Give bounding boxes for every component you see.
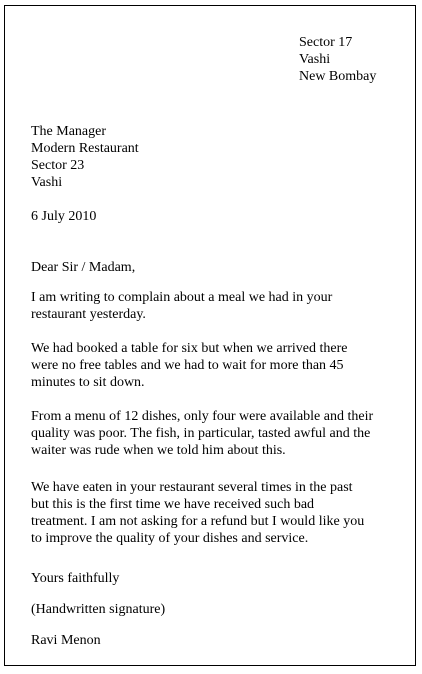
paragraph-line: We have eaten in your restaurant several times in the past [31,480,353,495]
recipient-address-line: The Manager [31,124,107,139]
recipient-address-line: Sector 23 [31,158,85,173]
paragraph-line: but this is the first time we have received such bad [31,497,315,512]
paragraph-line: waiter was rude when we told him about this. [31,443,286,458]
signature-note: (Handwritten signature) [31,602,166,617]
paragraph-line: quality was poor. The fish, in particular, tasted awful and the [31,426,371,441]
closing: Yours faithfully [31,571,120,586]
sender-address-line: New Bombay [299,69,377,84]
paragraph-line: to improve the quality of your dishes and service. [31,531,309,546]
body-paragraph-4 [31,479,399,547]
sender-address [299,34,376,85]
recipient-address [31,123,139,191]
body-paragraph-2 [31,340,399,391]
body-paragraph-1 [31,289,399,323]
salutation: Dear Sir / Madam, [31,260,136,275]
paragraph-line: I am writing to complain about a meal we had in your [31,290,333,305]
sender-address-line: Vashi [299,52,331,67]
letter-date: 6 July 2010 [31,209,97,224]
recipient-address-line: Modern Restaurant [31,141,139,156]
body-paragraph-3 [31,408,399,459]
sender-address-line: Sector 17 [299,35,353,50]
paragraph-line: We had booked a table for six but when we arrived there [31,341,348,356]
paragraph-line: restaurant yesterday. [31,307,146,322]
sender-name: Ravi Menon [31,633,101,648]
paragraph-line: minutes to sit down. [31,375,145,390]
paragraph-line: treatment. I am not asking for a refund but I would like you [31,514,365,529]
recipient-address-line: Vashi [31,175,63,190]
paragraph-line: were no free tables and we had to wait for more than 45 [31,358,344,373]
letter-page [4,5,416,666]
paragraph-line: From a menu of 12 dishes, only four were available and their [31,409,374,424]
